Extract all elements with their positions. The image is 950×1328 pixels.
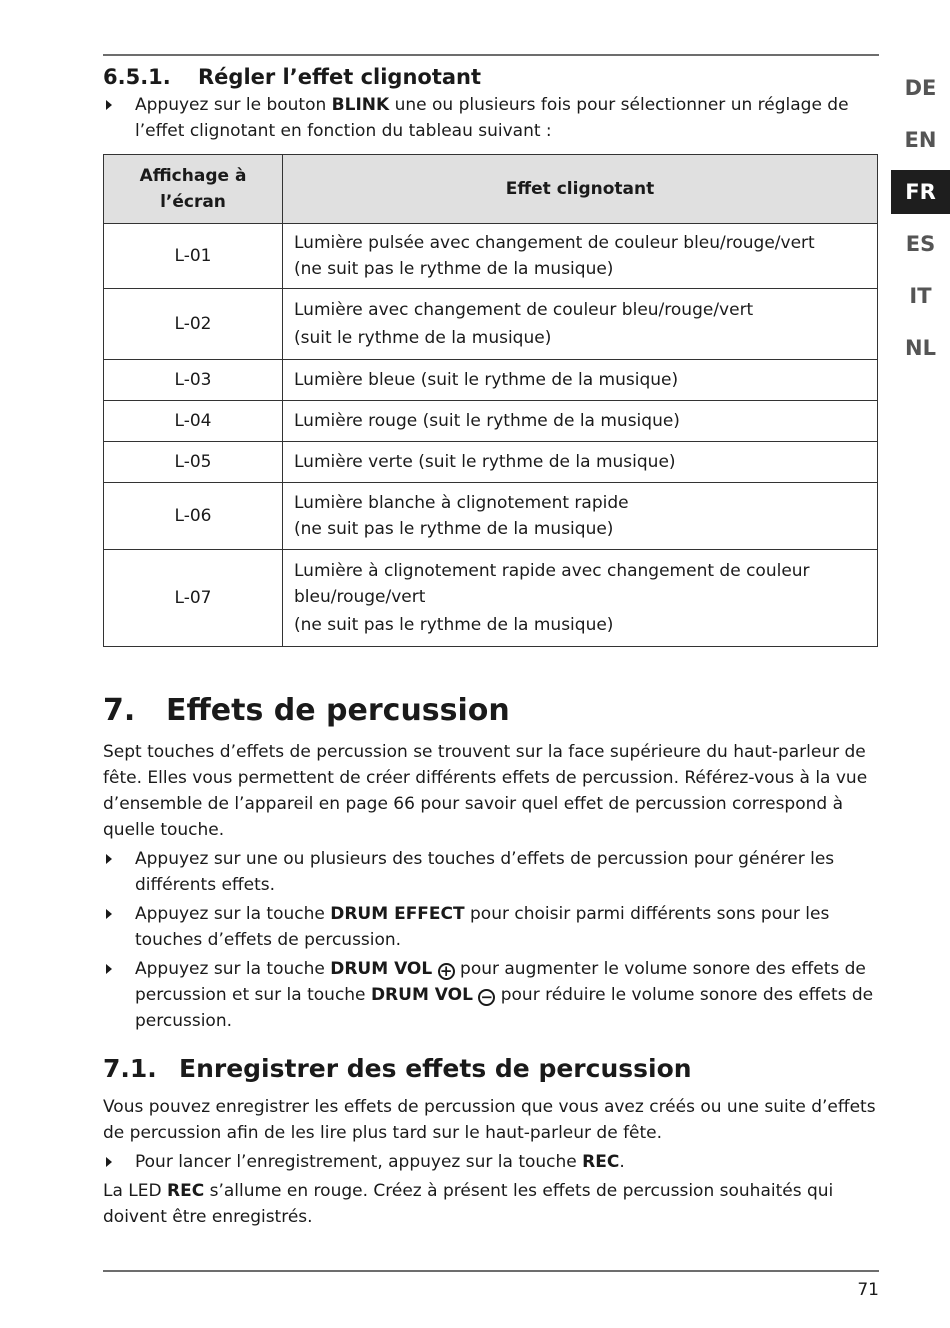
table-row (104, 550, 878, 647)
blink-effect-table (103, 154, 878, 647)
section-title: Effets de percussion (166, 693, 510, 728)
table-row (104, 224, 878, 289)
description-line: (ne suit pas le rythme de la musique) (294, 519, 614, 539)
section-title: Régler l’effet clignotant (198, 65, 482, 89)
text: Appuyez sur une ou plusieurs des touches d’effets de percussion pour générer les différents effets. (135, 849, 835, 895)
row-code: L-05 (104, 442, 283, 483)
row-description (283, 401, 878, 442)
text: s’allume en rouge. Créez à présent les effets de percussion souhaités qui doivent être enregistrés. (103, 1181, 834, 1227)
section-number: 7.1. (103, 1054, 157, 1083)
page-number: 71 (857, 1280, 879, 1300)
header-text: Affichage à l’écran (139, 166, 247, 212)
rec-led-label: REC (167, 1181, 205, 1201)
header-rule (103, 54, 879, 56)
row-description (283, 442, 878, 483)
table-row (104, 360, 878, 401)
page-content (103, 58, 879, 1230)
row-code: L-02 (104, 289, 283, 360)
language-tab-en[interactable]: EN (904, 128, 937, 152)
minus-circle-icon: − (478, 989, 495, 1006)
description-line: Lumière avec changement de couleur bleu/rouge/vert (294, 300, 754, 320)
row-description (283, 360, 878, 401)
description-line: Lumière rouge (suit le rythme de la musique) (294, 411, 680, 431)
language-tab-it[interactable]: IT (909, 284, 932, 308)
text: Appuyez sur la touche (135, 959, 331, 979)
row-description (283, 550, 878, 647)
language-tab-de[interactable]: DE (904, 76, 937, 100)
language-tab-nl[interactable]: NL (905, 336, 936, 360)
section-number: 6.5.1. (103, 65, 171, 89)
blink-key-label: BLINK (331, 95, 390, 115)
section-6-5-1-heading (103, 62, 879, 92)
text: Pour lancer l’enregistrement, appuyez sur la touche (135, 1152, 583, 1172)
text: Appuyez sur le bouton (135, 95, 332, 115)
drum-vol-key-label: DRUM VOL (330, 959, 433, 979)
table-row (104, 401, 878, 442)
section-7-intro: Sept touches d’effets de percussion se trouvent sur la face supérieure du haut-parleur de fête. Elles vous permettent de créer différents effets de percussion. Référez-vous à la vue d’ensemble de l’appareil en page 66 pour savoir quel effet de percussion correspond à quelle touche. (103, 742, 868, 840)
section-7-1-intro: Vous pouvez enregistrer les effets de percussion que vous avez créés ou une suite d’effets de percussion afin de les lire plus tard sur le haut-parleur de fête. (103, 1097, 876, 1143)
description-line: (suit le rythme de la musique) (294, 328, 552, 348)
bullet-drum-vol (103, 956, 879, 1034)
rec-led-paragraph (103, 1178, 879, 1230)
description-line: (ne suit pas le rythme de la musique) (294, 615, 614, 635)
section-title: Enregistrer des effets de percussion (179, 1054, 692, 1083)
rec-key-label: REC (582, 1152, 620, 1172)
row-code: L-04 (104, 401, 283, 442)
bullet-rec (103, 1149, 879, 1175)
row-description (283, 289, 878, 360)
row-code: L-01 (104, 224, 283, 289)
bullet-blink (103, 92, 879, 144)
drum-effect-key-label: DRUM EFFECT (330, 904, 465, 924)
text: Appuyez sur la touche (135, 904, 331, 924)
table-header-display (104, 155, 283, 224)
table-row (104, 483, 878, 550)
text: pour choisir parmi différents sons pour les touches d’effets de percussion. (135, 904, 830, 950)
text: . (619, 1152, 625, 1172)
table-row (104, 289, 878, 360)
bullet-drum-effect (103, 901, 879, 953)
text: pour augmenter le volume sonore des effets de percussion et sur la touche (135, 959, 866, 1005)
row-code: L-06 (104, 483, 283, 550)
footer-rule (103, 1270, 879, 1272)
row-code: L-03 (104, 360, 283, 401)
description-line: Lumière bleue (suit le rythme de la musique) (294, 370, 679, 390)
section-number: 7. (103, 693, 136, 728)
text: La LED (103, 1181, 167, 1201)
table-row (104, 442, 878, 483)
table-header-row (104, 155, 878, 224)
section-7-1-heading (103, 1052, 879, 1086)
language-tabs (891, 66, 950, 378)
description-line: Lumière blanche à clignotement rapide (294, 493, 629, 513)
description-line: Lumière à clignotement rapide avec changement de couleur bleu/rouge/vert (294, 561, 810, 607)
text: pour réduire le volume sonore des effets de percussion. (135, 985, 874, 1031)
language-tab-es[interactable]: ES (905, 232, 936, 256)
language-tab-fr[interactable]: FR (891, 170, 950, 214)
description-line: Lumière verte (suit le rythme de la musique) (294, 452, 676, 472)
bullet-percussion-keys (103, 846, 879, 898)
section-7-heading (103, 691, 879, 731)
description-line: (ne suit pas le rythme de la musique) (294, 259, 614, 279)
row-code: L-07 (104, 550, 283, 647)
table-header-effect: Effet clignotant (283, 155, 878, 224)
plus-circle-icon: + (438, 963, 455, 980)
text: une ou plusieurs fois pour sélectionner un réglage de l’effet clignotant en fonction du tableau suivant : (135, 95, 849, 141)
drum-vol-key-label: DRUM VOL (370, 985, 473, 1005)
row-description (283, 483, 878, 550)
description-line: Lumière pulsée avec changement de couleur bleu/rouge/vert (294, 233, 815, 253)
row-description (283, 224, 878, 289)
